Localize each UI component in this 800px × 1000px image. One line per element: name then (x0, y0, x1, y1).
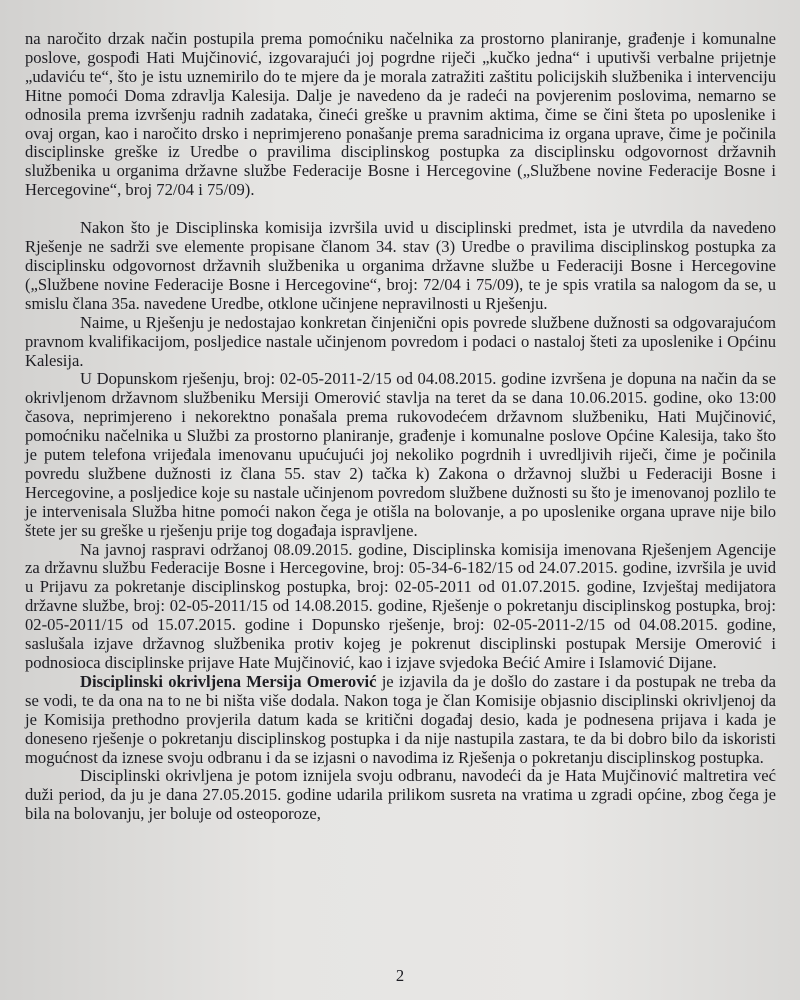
paragraph-7: Disciplinski okrivljena je potom iznijela svoju odbranu, navodeći da je Hata Mujčinović maltretira već duži period, da ju je dana 27.05.2015. godine udarila prilikom susreta na vratima u zgradi općine, zbog čega je bila na bolovanju, jer boluje od osteoporoze, (25, 766, 776, 824)
paragraph-spacer (25, 200, 776, 219)
paragraph-6-text: je izjavila da je došlo do zastare i da postupak ne treba da se vodi, te da ona na to ne bi ništa više dodala. Nakon toga je član Komisije objasnio disciplinski okrivljenoj da je Komisija prethodno provjerila datum kada se kritični događaj desio, kada je podnesena prijava i kada je doneseno rješenje o pokretanju disciplinskog postupka i da nije nastupila zastara, te da bi dobro bilo da iskoristi mogućnost da iznese svoju odbranu i da se izjasni o navodima iz Rješenja o pokretanju disciplinskog postupka. (25, 671, 776, 767)
paragraph-3: Naime, u Rješenju je nedostajao konkretan činjenični opis povrede službene dužnosti sa odgovarajućom pravnom kvalifikacijom, posljedice nastale učinjenom povredom i podaci o nastaloj šteti za uposlenike i Općinu Kalesija. (25, 312, 776, 370)
document-body (25, 30, 776, 824)
paragraph-1: na naročito drzak način postupila prema pomoćniku načelnika za prostorno planiranje, građenje i komunalne poslove, gospođi Hati Mujčinović, izgovarajući joj pogrdne riječi „kučko jedna“ i uputivši verbalne prijetnje „udaviću te“, što je istu uznemirilo do te mjere da je morala zatražiti zaštitu policijskih službenika i intervenciju Hitne pomoći Doma zdravlja Kalesija. Dalje je navedeno da je radeći na povjerenim poslovima, nemarno se odnosila prema izvršenju radnih zadataka, čineći greške u pravnim aktima, čime se čini šteta po uposlenike i ovaj organ, kao i naročito drsko i neprimjereno ponašanje prema saradnicima iz organa uprave, čime je počinila disciplinske greške iz Uredbe o pravilima disciplinskog postupka za disciplinsku odgovornost državnih službenika u organima državne službe Federacije Bosne i Hercegovine („Službene novine Federacije Bosne i Hercegovine“, broj 72/04 i 75/09). (25, 29, 776, 200)
paragraph-6 (25, 673, 776, 768)
paragraph-5: Na javnoj raspravi održanoj 08.09.2015. godine, Disciplinska komisija imenovana Rješenjem Agencije za državnu službu Federacije Bosne i Hercegovine, broj: 05-34-6-182/15 od 24.07.2015. godine, izvršila je uvid u Prijavu za pokretanje disciplinskog postupka, broj: 02-05-2011 od 01.07.2015. godine, Izvještaj medijatora državne službe, broj: 02-05-2011/15 od 14.08.2015. godine, Rješenje o pokretanju disciplinskog postupka, broj: 02-05-2011/15 od 15.07.2015. godine i Dopunsko rješenje, broj: 02-05-2011-2/15 od 04.08.2015. godine, saslušala izjave državnog službenika protiv kojeg je pokrenut disciplinski postupak Mersije Omerović i podnosioca disciplinske prijave Hate Mujčinović, kao i izjave svjedoka Bećić Amire i Islamović Dijane. (25, 539, 776, 672)
paragraph-4: U Dopunskom rješenju, broj: 02-05-2011-2/15 od 04.08.2015. godine izvršena je dopuna na način da se okrivljenom državnom službeniku Mersiji Omerović stavlja na teret da se dana 10.06.2015. godine, oko 13:00 časova, neprimjereno i nekorektno ponašala prema rukovodećem državnom službeniku, Hati Mujčinović, pomoćniku načelnika u Službi za prostorno planiranje, građenje i komunalne poslove Općine Kalesija, tako što je putem telefona vrijeđala imenovanu upućujući joj nekoliko pogrdnih i uvredljivih riječi, čime je počinila povredu službene dužnosti iz člana 55. stav 2) tačka k) Zakona o državnoj službi u Federaciji Bosne i Hercegovine, a posljedice koje su nastale učinjenom povredom službene dužnosti su što je imenovanoj pozlilo te je intervenisala Služba hitne pomoći nakon čega je otišla na bolovanje, a po uposlenike organa uprave nije bilo štete jer su greške u rješenju prije tog događaja ispravljene. (25, 369, 776, 540)
paragraph-2: Nakon što je Disciplinska komisija izvršila uvid u disciplinski predmet, ista je utvrdila da navedeno Rješenje ne sadrži sve elemente propisane članom 34. stav (3) Uredbe o pravilima disciplinskog postupka za disciplinsku odgovornost državnih službenika u organima državne službe u Federaciji Bosne i Hercegovine („Službene novine Federacije Bosne i Hercegovine“, broj: 72/04 i 75/09), te je spis vratila sa nalogom da se, u smislu člana 35a. navedene Uredbe, otklone učinjene nepravilnosti u Rješenju. (25, 218, 776, 313)
paragraph-6-bold-lead: Disciplinski okrivljena Mersija Omerović (80, 671, 377, 691)
page-number: 2 (395, 966, 405, 985)
